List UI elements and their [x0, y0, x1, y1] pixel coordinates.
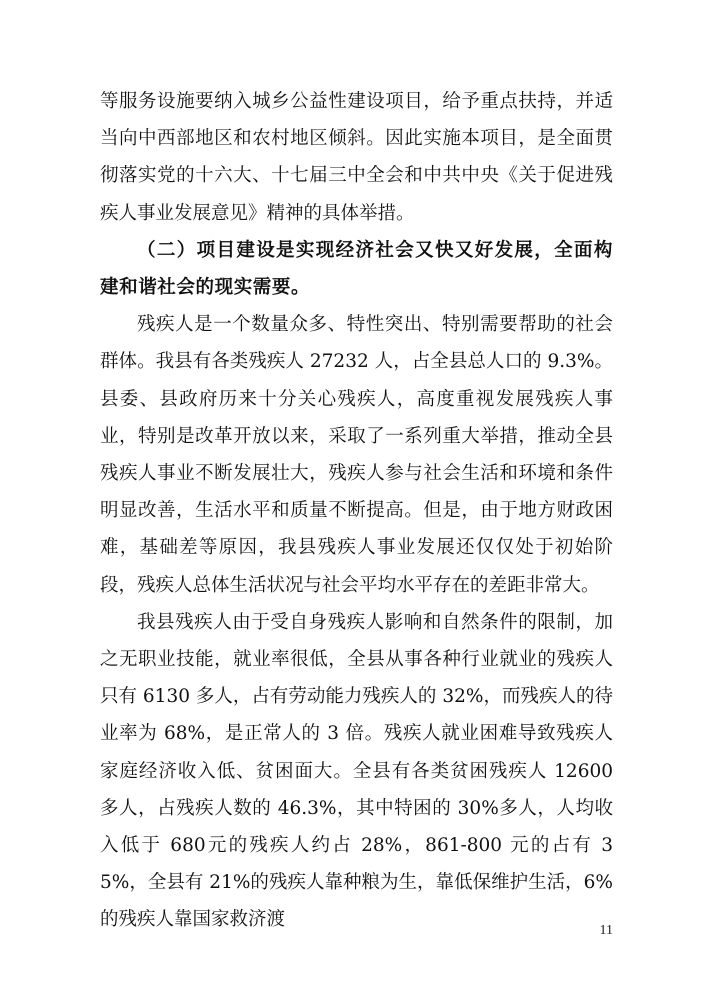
page-number: 11 [599, 923, 613, 938]
paragraph-continuation: 等服务设施要纳入城乡公益性建设项目，给予重点扶持，并适当向中西部地区和农村地区倾斜。因此实施本项目，是全面贯彻落实党的十六大、十七届三中全会和中共中央《关于促进残疾人事业发展意见》精神的具体举措。 [100, 91, 613, 224]
paragraph-employment: 我县残疾人由于受自身残疾人影响和自然条件的限制，加之无职业技能，就业率很低，全县从事各种行业就业的残疾人只有 6130 多人，占有劳动能力残疾人的 32%，而残疾人的待业率为 68%，是正常人的 3 倍。残疾人就业困难导致残疾人家庭经济收入低、贫困面大。全县有各类贫困残疾人 12600 多人，占残疾人数的 46.3%，其中特困的 30%多人，人均收入低于 680元的残疾人约占 28%，861-800 元的占有 35%，全县有 21%的残疾人靠种粮为生，靠低保维护生活，6%的残疾人靠国家救济渡 [100, 611, 613, 931]
page-content [100, 83, 613, 939]
paragraph-disabled-population: 残疾人是一个数量众多、特性突出、特别需要帮助的社会群体。我县有各类残疾人 27232 人，占全县总人口的 9.3%。县委、县政府历来十分关心残疾人，高度重视发展残疾人事业，特别是改革开放以来，采取了一系列重大举措，推动全县残疾人事业不断发展壮大，残疾人参与社会生活和环境和条件明显改善，生活水平和质量不断提高。但是，由于地方财政困难，基础差等原因，我县残疾人事业发展还仅仅处于初始阶段，残疾人总体生活状况与社会平均水平存在的差距非常大。 [100, 314, 613, 596]
section-heading: （二）项目建设是实现经济社会又快又好发展，全面构建和谐社会的现实需要。 [100, 239, 613, 299]
